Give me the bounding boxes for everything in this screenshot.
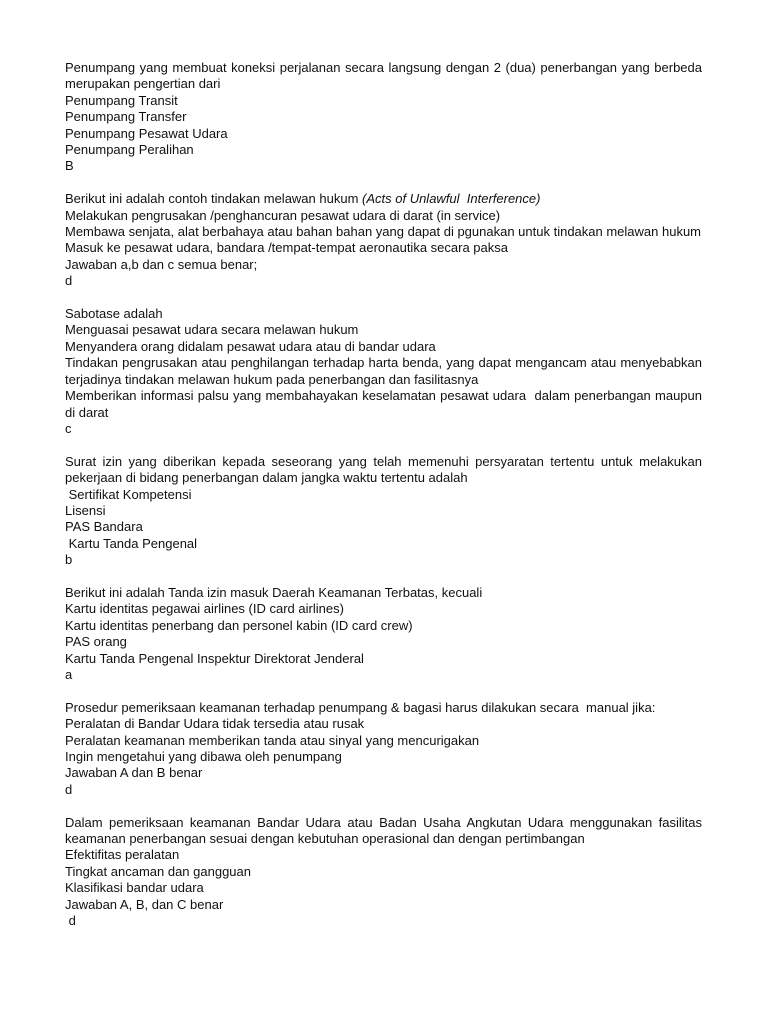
answer-key: B bbox=[65, 158, 74, 174]
question-text: Berikut ini adalah Tanda izin masuk Daerah Keamanan Terbatas, kecuali bbox=[65, 584, 483, 600]
option-line: Efektifitas peralatan bbox=[65, 847, 180, 863]
answer-key: d bbox=[65, 913, 76, 929]
answer-key: d bbox=[65, 273, 73, 289]
option-line: Jawaban A dan B benar bbox=[65, 765, 203, 781]
question-block-1 bbox=[65, 60, 702, 175]
option-line: Memberikan informasi palsu yang membahayakan keselamatan pesawat udara dalam penerbangan maupun di darat bbox=[65, 388, 706, 420]
option-line: Kartu identitas penerbang dan personel kabin (ID card crew) bbox=[65, 617, 413, 633]
option-line: PAS orang bbox=[65, 634, 127, 650]
option-line: Tindakan pengrusakan atau penghilangan terhadap harta benda, yang dapat mengancam atau menyebabkan terjadinya tindakan melawan hukum pada penerbangan dan fasilitasnya bbox=[65, 355, 706, 387]
option-line: Kartu Tanda Pengenal bbox=[65, 535, 198, 551]
answer-key: a bbox=[65, 666, 73, 682]
answer-key: c bbox=[65, 420, 72, 436]
question-text: Prosedur pemeriksaan keamanan terhadap penumpang & bagasi harus dilakukan secara manual jika: bbox=[65, 699, 656, 715]
option-line: Lisensi bbox=[65, 502, 106, 518]
option-line: Penumpang Transit bbox=[65, 92, 178, 108]
option-line: Penumpang Transfer bbox=[65, 109, 187, 125]
option-line: Masuk ke pesawat udara, bandara /tempat-tempat aeronautika secara paksa bbox=[65, 240, 508, 256]
option-line: Membawa senjata, alat berbahaya atau bahan bahan yang dapat di pgunakan untuk tindakan melawan hukum bbox=[65, 224, 702, 240]
option-line: Melakukan pengrusakan /penghancuran pesawat udara di darat (in service) bbox=[65, 207, 501, 223]
option-line: Peralatan keamanan memberikan tanda atau sinyal yang mencurigakan bbox=[65, 732, 480, 748]
document-page bbox=[65, 60, 706, 946]
option-line: Penumpang Peralihan bbox=[65, 142, 194, 158]
answer-key: d bbox=[65, 781, 73, 797]
question-block-4 bbox=[65, 453, 706, 569]
question-block-2 bbox=[65, 191, 702, 289]
option-line: PAS Bandara bbox=[65, 519, 143, 535]
question-text: Surat izin yang diberikan kepada seseorang yang telah memenuhi persyaratan tertentu untuk melakukan pekerjaan di bidang penerbangan dalam jangka waktu tertentu adalah bbox=[65, 453, 706, 486]
question-text: Sabotase adalah bbox=[65, 306, 163, 322]
question-block-5 bbox=[65, 585, 702, 683]
question-text: Dalam pemeriksaan keamanan Bandar Udara atau Badan Usaha Angkutan Udara menggunakan fasilitas keamanan penerbangan sesuai dengan kebutuhan operasional dan dengan pertimbangan bbox=[65, 814, 706, 846]
question-block-7 bbox=[65, 814, 706, 930]
option-line: Kartu Tanda Pengenal Inspektur Direktorat Jenderal bbox=[65, 650, 364, 666]
option-line: Jawaban a,b dan c semua benar; bbox=[65, 256, 258, 272]
option-line: Sertifikat Kompetensi bbox=[65, 486, 192, 502]
question-main-text: Penumpang yang membuat koneksi perjalanan secara langsung dengan 2 (dua) penerbangan yang berbeda merupakan pengertian dari bbox=[65, 60, 702, 92]
option-line: Klasifikasi bandar udara bbox=[65, 880, 204, 896]
option-line: Jawaban A, B, dan C benar bbox=[65, 896, 224, 912]
question-emphasis: (Acts of Unlawful Interference) bbox=[362, 191, 541, 207]
option-line: Ingin mengetahui yang dibawa oleh penumpang bbox=[65, 748, 342, 764]
answer-key: b bbox=[65, 552, 73, 568]
question-block-6 bbox=[65, 700, 702, 798]
option-line: Menyandera orang didalam pesawat udara atau di bandar udara bbox=[65, 338, 436, 354]
option-line: Menguasai pesawat udara secara melawan hukum bbox=[65, 322, 359, 338]
option-line: Kartu identitas pegawai airlines (ID card airlines) bbox=[65, 601, 344, 617]
option-line: Peralatan di Bandar Udara tidak tersedia atau rusak bbox=[65, 716, 365, 732]
option-line: Tingkat ancaman dan gangguan bbox=[65, 863, 251, 879]
option-line: Penumpang Pesawat Udara bbox=[65, 125, 228, 141]
question-text bbox=[65, 191, 702, 207]
question-block-3 bbox=[65, 306, 706, 437]
question-text bbox=[65, 60, 702, 93]
question-main-text: Berikut ini adalah contoh tindakan melawan hukum bbox=[65, 191, 363, 207]
